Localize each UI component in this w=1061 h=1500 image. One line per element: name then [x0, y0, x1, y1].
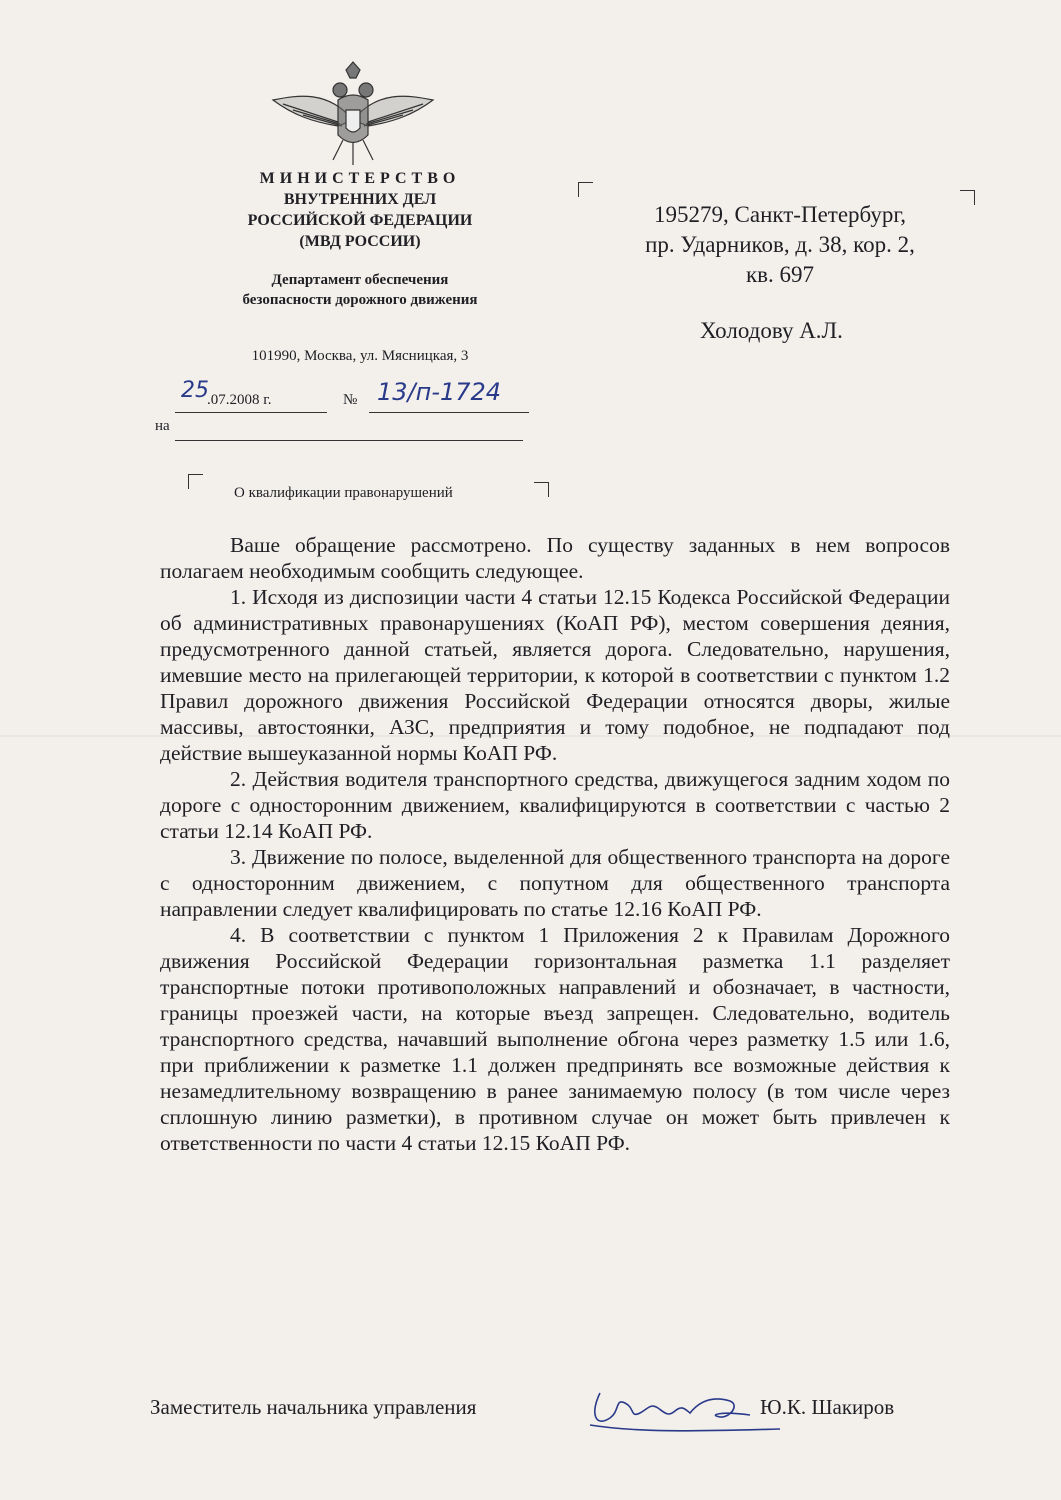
corner-mark — [188, 474, 203, 489]
handwritten-day: 25 — [181, 378, 209, 403]
handwritten-number: 13/п-1724 — [377, 378, 502, 406]
department-line-1: Департамент обеспечения — [271, 272, 449, 288]
ministry-address: 101990, Москва, ул. Мясницкая, 3 — [251, 348, 469, 364]
department-block — [200, 270, 520, 310]
corner-mark — [578, 182, 593, 197]
body-paragraph-1: 1. Исходя из диспозиции части 4 статьи 12.15 Кодекса Российской Федерации об административных правонарушениях (КоАП РФ), местом совершения деяния, предусмотренного данной статьей, является дорога. Следовательно, нарушения, имевшие место на прилегающей территории, к которой в соответствии с пунктом 1.2 Правил дорожного движения Российской Федерации относятся дворы, жилые массивы, автостоянки, АЗС, предприятия и тому подобное, не подпадают под действие вышеуказанной нормы КоАП РФ. — [160, 585, 950, 765]
recipient-address-line-1: 195279, Санкт-Петербург, — [654, 202, 906, 227]
body-paragraph-2: 2. Действия водителя транспортного средства, движущегося задним ходом по дороге с односторонним движением, квалифицируются в соответствии с частью 2 статьи 12.14 КоАП РФ. — [160, 767, 950, 843]
body-paragraph-4: 4. В соответствии с пунктом 1 Приложения 2 к Правилам Дорожного движения Российской Федерации горизонтальная разметка 1.1 разделяет транспортные потоки противоположных направлений и обозначает, в частности, границы проезжей части, на которые въезд запрещен. Следовательно, водитель транспортного средства, начавший выполнение обгона через разметку 1.5 или 1.6, при приближении к разметке 1.1 должен предпринять все возможные действия к незамедлительному возвращению в ранее занимаемую полосу (в том числе через сплошную линию разметки), в противном случае он может быть привлечен к ответственности по части 4 статьи 12.15 КоАП РФ. — [160, 923, 950, 1155]
signature-line — [150, 1395, 950, 1445]
corner-mark — [534, 482, 549, 497]
ministry-line-1: МИНИСТЕРСТВО — [259, 170, 461, 187]
recipient-address-line-3: кв. 697 — [745, 262, 815, 287]
signatory-position: Заместитель начальника управления — [150, 1395, 477, 1419]
body-paragraph-3: 3. Движение по полосе, выделенной для общественного транспорта на дороге с односторонним движением, с попутном для общественного транспорта направлении следует квалифицировать по статье 12.16 КоАП РФ. — [160, 845, 950, 921]
recipient-address — [600, 200, 960, 290]
na-line — [155, 418, 525, 435]
letter-body — [160, 532, 950, 1156]
recipient-address-line-2: пр. Ударников, д. 38, кор. 2, — [645, 232, 915, 257]
number-label: № — [343, 392, 358, 408]
na-label: на — [155, 418, 170, 434]
ministry-line-4: (МВД РОССИИ) — [299, 233, 421, 250]
date-printed: .07.2008 г. — [207, 392, 272, 408]
signatory-name: Ю.К. Шакиров — [760, 1395, 895, 1419]
department-line-2: безопасности дорожного движения — [242, 292, 478, 308]
handwritten-signature-icon — [580, 1373, 790, 1443]
ministry-block — [200, 168, 520, 252]
ministry-line-3: РОССИЙСКОЙ ФЕДЕРАЦИИ — [247, 212, 473, 229]
recipient-name: Холодову А.Л. — [700, 318, 843, 343]
number-field — [369, 378, 529, 413]
na-field — [175, 440, 523, 441]
mvd-eagle-emblem-icon — [268, 60, 438, 170]
body-paragraph-intro: Ваше обращение рассмотрено. По существу заданных в нем вопросов полагаем необходимым сообщить следующее. — [160, 533, 950, 583]
ministry-line-2: ВНУТРЕННИХ ДЕЛ — [283, 191, 437, 208]
date-field — [175, 378, 327, 413]
date-number-line — [175, 378, 535, 414]
letter-subject: О квалификации правонарушений — [234, 485, 453, 501]
corner-mark — [960, 190, 975, 205]
